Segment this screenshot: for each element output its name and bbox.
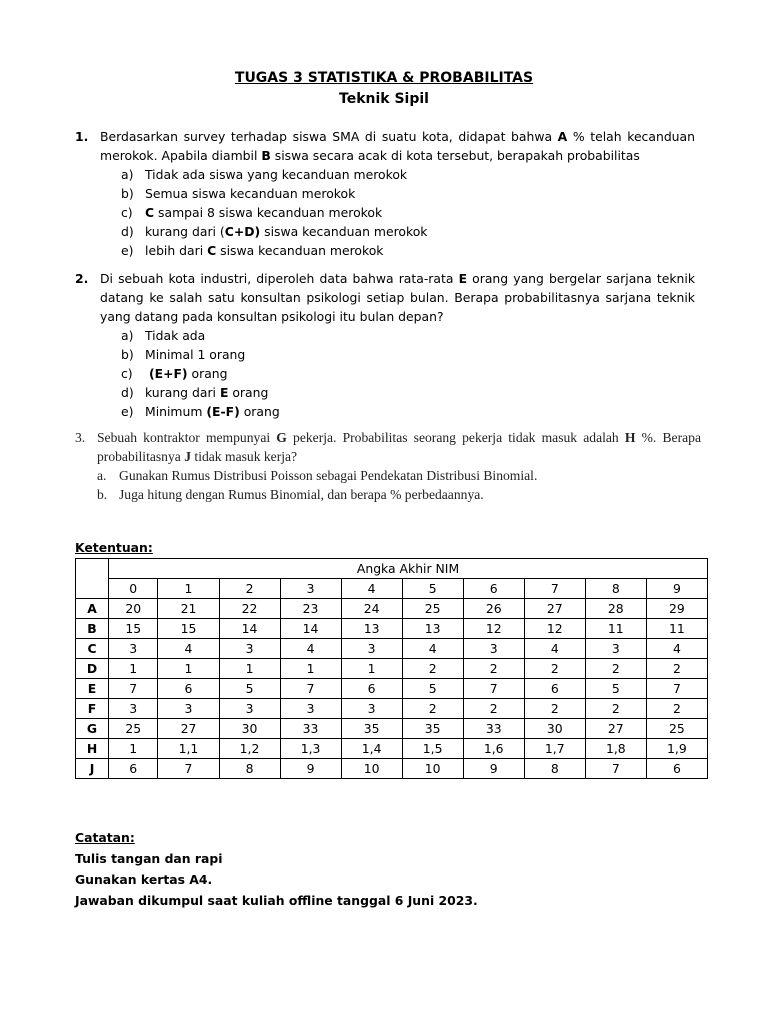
column-header: 0 (109, 579, 158, 599)
table-cell: 3 (280, 699, 341, 719)
option-text: sampai 8 siswa kecanduan merokok (154, 205, 383, 220)
table-cell: 1,1 (158, 739, 219, 759)
table-cell: 1,6 (463, 739, 524, 759)
q2-var-e: E (458, 271, 468, 286)
column-header: 9 (646, 579, 707, 599)
table-cell: 27 (158, 719, 219, 739)
table-cell: 1 (219, 659, 280, 679)
table-cell: 6 (524, 679, 585, 699)
table-cell: 22 (219, 599, 280, 619)
row-label: C (76, 639, 109, 659)
table-cell: 23 (280, 599, 341, 619)
row-label: F (76, 699, 109, 719)
table-row (76, 619, 708, 639)
table-cell: 1,7 (524, 739, 585, 759)
option-text: kurang dari (145, 385, 220, 400)
catatan-line: Gunakan kertas A4. (75, 872, 213, 887)
option-label: a) (121, 167, 134, 182)
option-var: C (145, 205, 155, 220)
option-var: C+D) (224, 224, 261, 239)
catatan-heading: Catatan: (75, 830, 135, 845)
q2-text-part: orang yang bergelar sarjana teknik datang ke salah satu konsultan psikologi setiap bulan. Berapa probabilitasnya sarjana teknik yang datang pada konsultan psikologi itu bulan depan? (100, 271, 695, 324)
table-cell: 24 (341, 599, 402, 619)
table-cell: 1 (109, 739, 158, 759)
column-header: 4 (341, 579, 402, 599)
column-header: 8 (585, 579, 646, 599)
option-text: orang (187, 366, 228, 381)
table-cell: 11 (585, 619, 646, 639)
option-text: Minimum (145, 404, 207, 419)
q3-option (97, 485, 701, 504)
ketentuan-table (75, 558, 708, 779)
column-header: 5 (402, 579, 463, 599)
q3-var-g: G (276, 430, 287, 445)
table-cell: 12 (463, 619, 524, 639)
table-cell: 13 (341, 619, 402, 639)
table-cell: 2 (524, 699, 585, 719)
table-cell: 26 (463, 599, 524, 619)
option-text: Juga hitung dengan Rumus Binomial, dan berapa % perbedaannya. (119, 487, 484, 502)
question-2-options (121, 326, 695, 421)
table-cell: 7 (463, 679, 524, 699)
q2-option (121, 345, 695, 364)
q2-text-part: Di sebuah kota industri, diperoleh data bahwa rata-rata (100, 271, 459, 286)
table-cell: 21 (158, 599, 219, 619)
table-cell: 1 (158, 659, 219, 679)
q1-text-part: Berdasarkan survey terhadap siswa SMA di suatu kota, didapat bahwa (100, 129, 558, 144)
table-cell: 8 (524, 759, 585, 779)
q1-text-part: siswa secara acak di kota tersebut, berapakah probabilitas (270, 148, 640, 163)
table-column-header-row (76, 579, 708, 599)
table-row (76, 639, 708, 659)
table-cell: 6 (158, 679, 219, 699)
table-cell: 14 (280, 619, 341, 639)
question-2-number: 2. (75, 271, 89, 286)
table-cell: 7 (109, 679, 158, 699)
table-cell: 1 (109, 659, 158, 679)
table-cell: 3 (219, 639, 280, 659)
option-label: c) (121, 366, 133, 381)
row-label: J (76, 759, 109, 779)
document-subtitle: Teknik Sipil (339, 91, 429, 107)
table-row (76, 599, 708, 619)
question-1-text (100, 127, 695, 165)
table-cell: 2 (402, 659, 463, 679)
table-cell: 13 (402, 619, 463, 639)
table-cell: 33 (280, 719, 341, 739)
option-label: d) (121, 385, 134, 400)
option-var: (E+F) (148, 366, 188, 381)
table-cell: 3 (341, 639, 402, 659)
table-cell: 1 (341, 659, 402, 679)
table-cell: 28 (585, 599, 646, 619)
q1-option (121, 203, 695, 222)
question-3-number: 3. (75, 430, 86, 445)
q2-option (121, 326, 695, 345)
table-cell: 2 (646, 699, 707, 719)
table-cell: 4 (158, 639, 219, 659)
table-cell: 15 (158, 619, 219, 639)
table-cell: 2 (524, 659, 585, 679)
table-title-row (76, 559, 708, 579)
q3-var-h: H (624, 430, 636, 445)
table-cell: 10 (341, 759, 402, 779)
column-header: 6 (463, 579, 524, 599)
table-row (76, 759, 708, 779)
option-text: Gunakan Rumus Distribusi Poisson sebagai Pendekatan Distribusi Binomial. (119, 468, 538, 483)
option-text: siswa kecanduan merokok (216, 243, 384, 258)
row-label: H (76, 739, 109, 759)
table-cell: 5 (219, 679, 280, 699)
option-text: Tidak ada siswa yang kecanduan merokok (145, 167, 408, 182)
column-header: 1 (158, 579, 219, 599)
q3-var-j: J (184, 449, 192, 464)
table-cell: 29 (646, 599, 707, 619)
q2-option (121, 364, 695, 383)
table-cell: 1,4 (341, 739, 402, 759)
table-cell: 4 (402, 639, 463, 659)
table-cell: 35 (402, 719, 463, 739)
question-3-options (97, 466, 701, 504)
option-label: e) (121, 243, 134, 258)
table-cell: 2 (646, 659, 707, 679)
table-cell: 7 (280, 679, 341, 699)
table-cell: 1,2 (219, 739, 280, 759)
table-cell: 27 (585, 719, 646, 739)
q3-text-part: Sebuah kontraktor mempunyai (97, 430, 277, 445)
ketentuan-table-body (76, 559, 708, 779)
question-2-text (100, 269, 695, 326)
table-row (76, 719, 708, 739)
table-cell: 1,3 (280, 739, 341, 759)
q1-text-part: % telah kecanduan merokok. Apabila diambil (100, 129, 695, 163)
table-cell: 25 (109, 719, 158, 739)
q1-var-b: B (261, 148, 271, 163)
table-cell: 9 (280, 759, 341, 779)
table-cell: 3 (158, 699, 219, 719)
table-cell: 33 (463, 719, 524, 739)
question-1-number: 1. (75, 129, 89, 144)
table-cell: 1,9 (646, 739, 707, 759)
table-cell: 35 (341, 719, 402, 739)
table-cell: 4 (646, 639, 707, 659)
table-cell: 5 (585, 679, 646, 699)
table-cell: 9 (463, 759, 524, 779)
option-label: d) (121, 224, 134, 239)
catatan-line: Jawaban dikumpul saat kuliah offline tanggal 6 Juni 2023. (75, 893, 478, 908)
table-cell: 25 (402, 599, 463, 619)
catatan-line: Tulis tangan dan rapi (75, 851, 223, 866)
q3-option (97, 466, 701, 485)
table-cell: 3 (109, 639, 158, 659)
option-label: b. (97, 487, 108, 502)
row-label: A (76, 599, 109, 619)
option-label: a. (97, 468, 107, 483)
table-cell: 30 (219, 719, 280, 739)
question-1 (75, 127, 695, 260)
table-cell: 6 (341, 679, 402, 699)
catatan-section (75, 827, 478, 911)
table-cell: 3 (341, 699, 402, 719)
table-cell: 4 (280, 639, 341, 659)
q1-var-a: A (557, 129, 568, 144)
q1-option (121, 165, 695, 184)
option-text: lebih dari (145, 243, 208, 258)
q2-option (121, 402, 695, 421)
option-label: a) (121, 328, 134, 343)
table-cell: 1,5 (402, 739, 463, 759)
document-title: TUGAS 3 STATISTIKA & PROBABILITAS (234, 70, 534, 86)
column-header: 3 (280, 579, 341, 599)
option-label: b) (121, 186, 134, 201)
q1-option (121, 184, 695, 203)
row-label: B (76, 619, 109, 639)
table-cell: 2 (463, 659, 524, 679)
table-cell: 7 (585, 759, 646, 779)
table-cell: 27 (524, 599, 585, 619)
option-text: kurang dari ( (145, 224, 225, 239)
row-label: G (76, 719, 109, 739)
ketentuan-heading: Ketentuan: (75, 540, 153, 555)
table-cell: 3 (109, 699, 158, 719)
option-var: C (207, 243, 217, 258)
column-header: 2 (219, 579, 280, 599)
table-cell: 6 (109, 759, 158, 779)
option-text: orang (228, 385, 269, 400)
table-cell: 11 (646, 619, 707, 639)
option-text: Semua siswa kecanduan merokok (145, 186, 356, 201)
table-cell: 3 (219, 699, 280, 719)
question-3-text (97, 428, 701, 466)
table-cell: 10 (402, 759, 463, 779)
table-cell: 8 (219, 759, 280, 779)
option-var: (E-F) (206, 404, 240, 419)
table-cell: 15 (109, 619, 158, 639)
q3-text-part: pekerja. Probabilitas seorang pekerja tidak masuk adalah (286, 430, 625, 445)
table-cell: 25 (646, 719, 707, 739)
table-title: Angka Akhir NIM (109, 559, 708, 579)
q3-text-part: %. Berapa probabilitasnya (97, 430, 701, 464)
row-label: D (76, 659, 109, 679)
q1-option (121, 241, 695, 260)
table-row (76, 739, 708, 759)
table-cell: 5 (402, 679, 463, 699)
table-cell: 30 (524, 719, 585, 739)
option-text: Tidak ada (145, 328, 206, 343)
table-cell: 1 (280, 659, 341, 679)
table-cell: 3 (585, 639, 646, 659)
table-cell: 12 (524, 619, 585, 639)
table-cell: 6 (646, 759, 707, 779)
option-text: orang (239, 404, 280, 419)
table-row (76, 699, 708, 719)
table-cell: 7 (158, 759, 219, 779)
option-text: Minimal 1 orang (145, 347, 246, 362)
table-cell: 20 (109, 599, 158, 619)
question-3 (75, 428, 701, 504)
table-cell: 7 (646, 679, 707, 699)
option-label: e) (121, 404, 134, 419)
column-header: 7 (524, 579, 585, 599)
q2-option (121, 383, 695, 402)
question-1-options (121, 165, 695, 260)
table-row (76, 659, 708, 679)
table-cell: 3 (463, 639, 524, 659)
option-text: siswa kecanduan merokok (260, 224, 428, 239)
table-cell: 14 (219, 619, 280, 639)
table-row (76, 679, 708, 699)
option-label: c) (121, 205, 133, 220)
table-cell: 2 (585, 699, 646, 719)
option-label: b) (121, 347, 134, 362)
question-2 (75, 269, 695, 421)
row-label: E (76, 679, 109, 699)
table-cell: 2 (402, 699, 463, 719)
table-cell: 2 (463, 699, 524, 719)
q1-option (121, 222, 695, 241)
table-corner-cell (76, 559, 109, 599)
q3-text-part: tidak masuk kerja? (191, 449, 298, 464)
option-var: E (219, 385, 229, 400)
table-cell: 4 (524, 639, 585, 659)
table-cell: 1,8 (585, 739, 646, 759)
table-cell: 2 (585, 659, 646, 679)
